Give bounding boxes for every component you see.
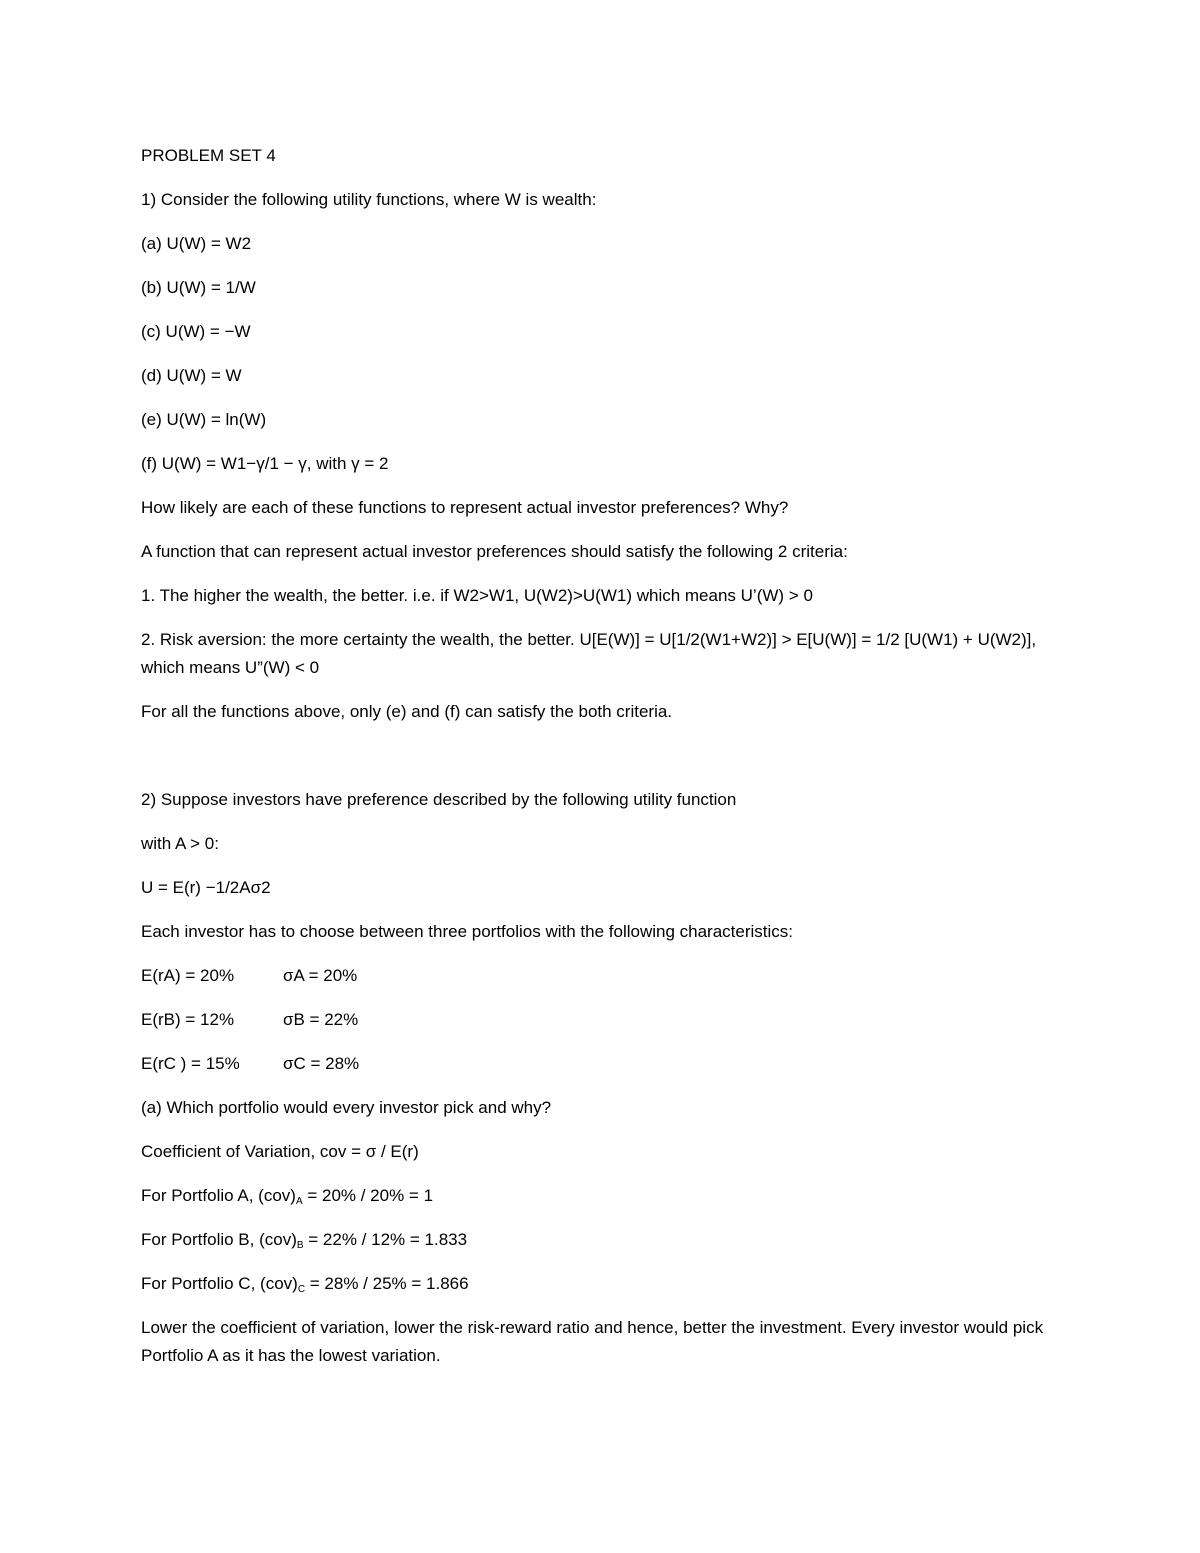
q1-option-e: (e) U(W) = ln(W)	[141, 410, 267, 429]
document-title: PROBLEM SET 4	[141, 146, 276, 165]
cov-portfolio-a	[141, 1182, 1051, 1210]
q1-criteria-intro: A function that can represent actual investor preferences should satisfy the following 2 criteria:	[141, 542, 848, 561]
cov-definition: Coefficient of Variation, cov = σ / E(r)	[141, 1142, 419, 1161]
q1-prompt: 1) Consider the following utility functions, where W is wealth:	[141, 190, 597, 209]
portfolio-c-sd: σC = 28%	[283, 1054, 360, 1073]
cov-b-sub: B	[296, 1240, 304, 1251]
q1-criterion-2: 2. Risk aversion: the more certainty the wealth, the better. U[E(W)] = U[1/2(W1+W2)] > E[U(W)] = 1/2 [U(W1) + U(W2)], which means U”(W) < 0	[141, 630, 1037, 677]
q2-part-a: (a) Which portfolio would every investor pick and why?	[141, 1098, 552, 1117]
q1-option-d: (d) U(W) = W	[141, 366, 242, 385]
document-body	[141, 142, 1051, 1370]
portfolio-a-sd: σA = 20%	[283, 966, 358, 985]
cov-portfolio-c	[141, 1270, 1051, 1298]
q2-condition: with A > 0:	[141, 834, 219, 853]
q2-intro: Each investor has to choose between three portfolios with the following characteristics:	[141, 922, 794, 941]
cov-a-pre: For Portfolio A, (cov)	[141, 1186, 296, 1205]
portfolio-b-sd: σB = 22%	[283, 1010, 359, 1029]
q2-prompt: 2) Suppose investors have preference described by the following utility function	[141, 790, 737, 809]
portfolio-b-return: E(rB) = 12%	[141, 1010, 235, 1029]
portfolio-a-return: E(rA) = 20%	[141, 966, 235, 985]
q1-option-b: (b) U(W) = 1/W	[141, 278, 256, 297]
q1-conclusion: For all the functions above, only (e) and (f) can satisfy the both criteria.	[141, 702, 673, 721]
q1-option-c: (c) U(W) = −W	[141, 322, 251, 341]
portfolio-row-c	[141, 1050, 1051, 1078]
portfolio-c-return: E(rC ) = 15%	[141, 1054, 240, 1073]
portfolio-row-a	[141, 962, 1051, 990]
cov-b-pre: For Portfolio B, (cov)	[141, 1230, 297, 1249]
portfolio-row-b	[141, 1006, 1051, 1034]
q2-formula: U = E(r) −1/2Aσ2	[141, 878, 271, 897]
q2-answer: Lower the coefficient of variation, lower the risk-reward ratio and hence, better the investment. Every investor would pick Portfolio A as it has the lowest variation.	[141, 1318, 1044, 1365]
cov-c-pre: For Portfolio C, (cov)	[141, 1274, 298, 1293]
cov-c-sub: C	[297, 1284, 306, 1295]
cov-a-post: = 20% / 20% = 1	[302, 1186, 434, 1205]
q1-option-f: (f) U(W) = W1−γ/1 − γ, with γ = 2	[141, 454, 389, 473]
cov-a-sub: A	[295, 1196, 303, 1207]
cov-b-post: = 22% / 12% = 1.833	[303, 1230, 468, 1249]
q1-question: How likely are each of these functions to represent actual investor preferences? Why?	[141, 498, 789, 517]
cov-portfolio-b	[141, 1226, 1051, 1254]
cov-c-post: = 28% / 25% = 1.866	[305, 1274, 469, 1293]
q1-criterion-1: 1. The higher the wealth, the better. i.e. if W2>W1, U(W2)>U(W1) which means U’(W) > 0	[141, 586, 813, 605]
q1-option-a: (a) U(W) = W2	[141, 234, 252, 253]
